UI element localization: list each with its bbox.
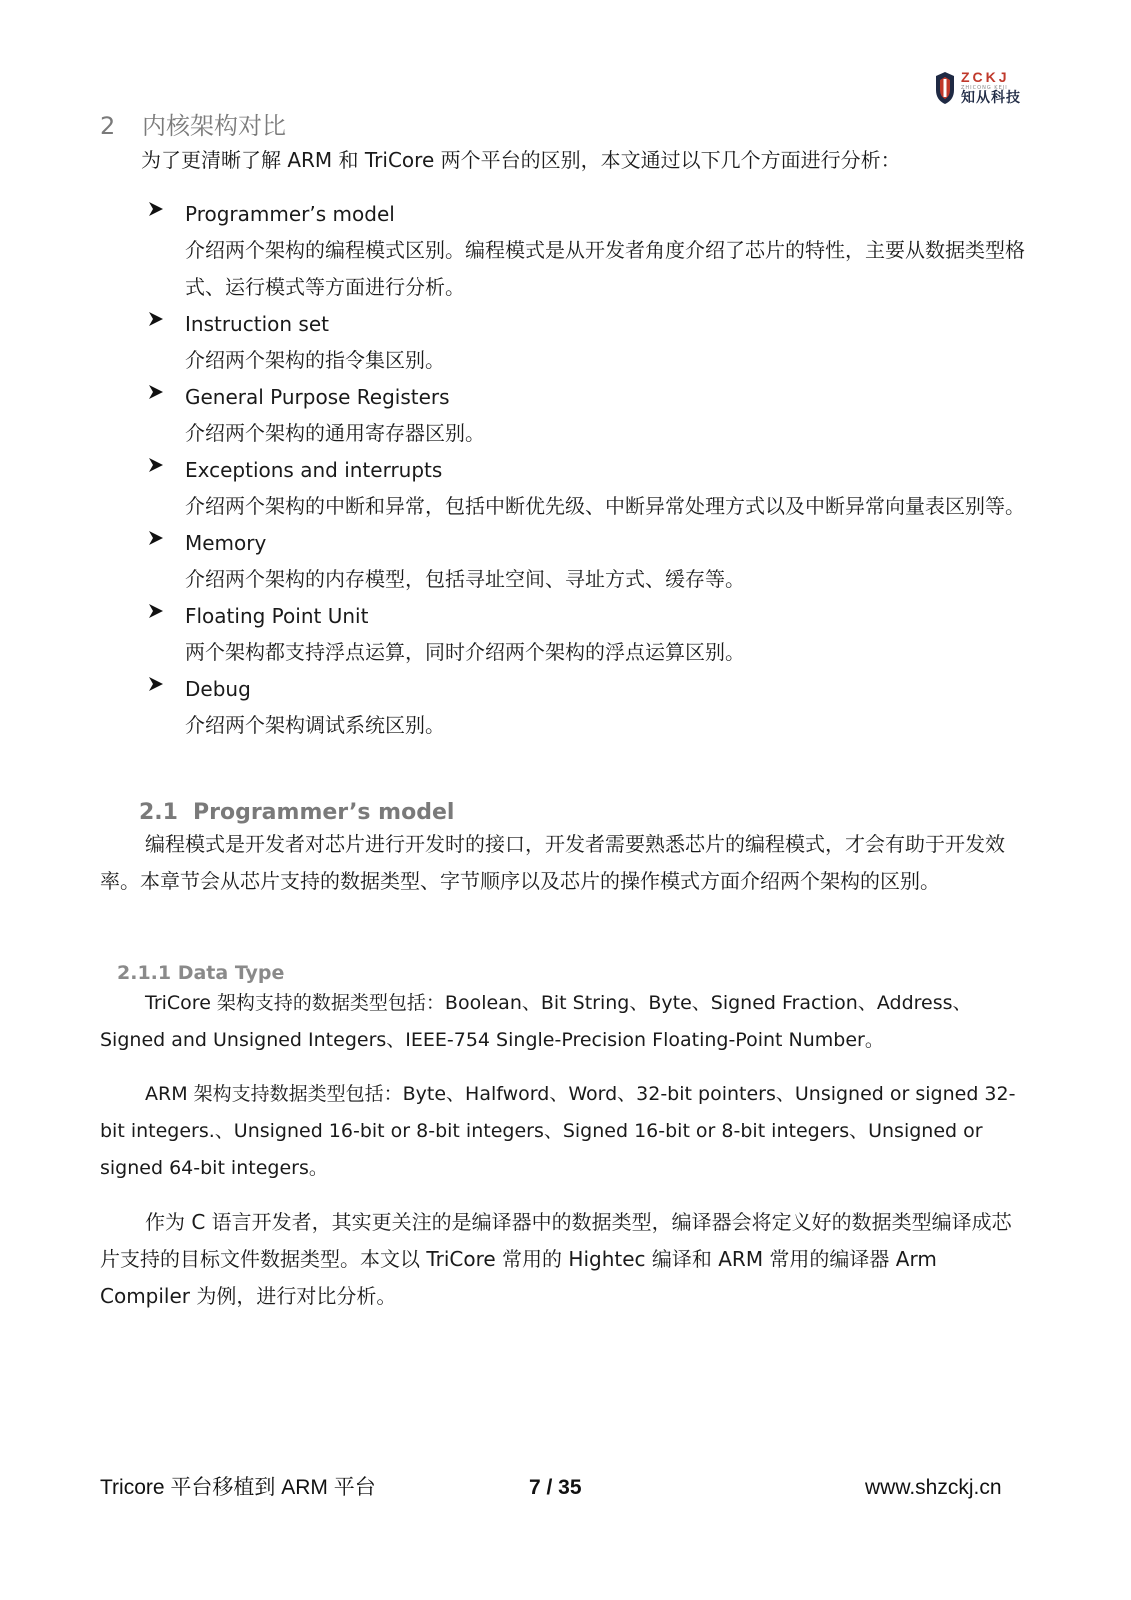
- logo-emblem-icon: [932, 70, 958, 106]
- footer-website: www.shzckj.cn: [865, 1476, 1002, 1499]
- bullet-description: 介绍两个架构调试系统区别。: [185, 713, 445, 737]
- bullet-description: 介绍两个架构的编程模式区别。编程模式是从开发者角度介绍了芯片的特性，主要从数据类型格式、运行模式等方面进行分析。: [185, 238, 1025, 299]
- arrow-bullet-icon: [146, 455, 166, 475]
- bullet-head: [146, 671, 1026, 707]
- bullet-description: 两个架构都支持浮点运算，同时介绍两个架构的浮点运算区别。: [185, 640, 745, 664]
- bullet-description: 介绍两个架构的指令集区别。: [185, 348, 445, 372]
- section-intro: 为了更清晰了解 ARM 和 TriCore 两个平台的区别，本文通过以下几个方面进行分析：: [141, 148, 901, 172]
- compiler-paragraph: 作为 C 语言开发者，其实更关注的是编译器中的数据类型，编译器会将定义好的数据类型编译成芯片支持的目标文件数据类型。本文以 TriCore 常用的 Hightec 编译和 ARM 常用的编译器 Arm Compiler 为例，进行对比分析。: [100, 1210, 1012, 1308]
- bullet-description: 介绍两个架构的通用寄存器区别。: [185, 421, 485, 445]
- bullet-title: Debug: [185, 677, 251, 701]
- bullet-description: 介绍两个架构的中断和异常，包括中断优先级、中断异常处理方式以及中断异常向量表区别等。: [185, 494, 1025, 518]
- footer-doc-title: Tricore 平台移植到 ARM 平台: [100, 1476, 376, 1499]
- arrow-bullet-icon: [146, 601, 166, 621]
- bullet-head: [146, 306, 1026, 342]
- bullet-title: Programmer’s model: [185, 202, 395, 226]
- arm-types-paragraph: ARM 架构支持数据类型包括：Byte、Halfword、Word、32-bit pointers、Unsigned or signed 32-bit integers.、Unsigned 16-bit or 8-bit integers、Signed 16-bit or 8-bit integers、Unsigned or signed 64-bit integers。: [100, 1083, 1016, 1179]
- section-heading: [100, 111, 286, 141]
- subsubsection-heading: 2.1.1 Data Type: [117, 962, 285, 984]
- bullet-head: [146, 452, 1026, 488]
- arrow-bullet-icon: [146, 674, 166, 694]
- bullet-item: [146, 452, 1026, 525]
- section-number: 2: [100, 112, 116, 140]
- bullet-title: Floating Point Unit: [185, 604, 369, 628]
- bullet-item: [146, 379, 1026, 452]
- bullet-title: Exceptions and interrupts: [185, 458, 443, 482]
- tricore-types-paragraph: TriCore 架构支持的数据类型包括：Boolean、Bit String、Byte、Signed Fraction、Address、Signed and Unsigned Integers、IEEE-754 Single-Precision Floating-Point Number。: [100, 992, 972, 1051]
- bullet-head: [146, 525, 1026, 561]
- section-title: 内核架构对比: [142, 112, 286, 140]
- bullet-item: [146, 525, 1026, 598]
- logo-small-text: ZHICONG KEJI: [961, 85, 1008, 91]
- bullet-description: 介绍两个架构的内存模型，包括寻址空间、寻址方式、缓存等。: [185, 567, 745, 591]
- bullet-item: [146, 671, 1026, 744]
- subsection-title: Programmer’s model: [193, 800, 455, 825]
- subsection-paragraph: 编程模式是开发者对芯片进行开发时的接口，开发者需要熟悉芯片的编程模式，才会有助于开发效率。本章节会从芯片支持的数据类型、字节顺序以及芯片的操作模式方面介绍两个架构的区别。: [100, 832, 1005, 893]
- arrow-bullet-icon: [146, 382, 166, 402]
- subsection-heading: [139, 798, 454, 828]
- bullet-head: [146, 196, 1026, 232]
- bullet-title: Memory: [185, 531, 267, 555]
- bullet-item: [146, 196, 1026, 306]
- footer-page-number: 7 / 35: [529, 1476, 582, 1499]
- bullet-title: General Purpose Registers: [185, 385, 450, 409]
- bullet-head: [146, 598, 1026, 634]
- bullet-title: Instruction set: [185, 312, 329, 336]
- bullet-head: [146, 379, 1026, 415]
- logo-chinese-text: 知从科技: [961, 90, 1021, 106]
- bullet-item: [146, 598, 1026, 671]
- arrow-bullet-icon: [146, 199, 166, 219]
- arrow-bullet-icon: [146, 309, 166, 329]
- arrow-bullet-icon: [146, 528, 166, 548]
- bullet-list: [146, 196, 1026, 744]
- company-logo: [932, 70, 1042, 106]
- bullet-item: [146, 306, 1026, 379]
- subsection-number: 2.1: [139, 800, 178, 825]
- logo-latin-text: ZCKJ: [961, 69, 1010, 85]
